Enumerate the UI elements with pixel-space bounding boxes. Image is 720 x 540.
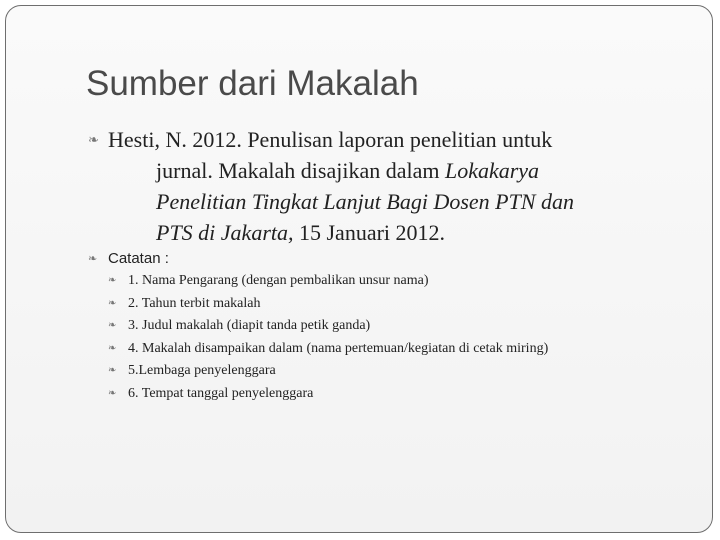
- list-item-text: 3. Judul makalah (diapit tanda petik ganda): [128, 318, 371, 334]
- list-item: [108, 315, 548, 338]
- reference-event-name-part-1: Lokakarya: [444, 158, 540, 183]
- list-item: [108, 360, 548, 383]
- ornate-bullet-icon: ❧: [88, 253, 98, 265]
- notes-heading-label: Catatan :: [108, 250, 169, 267]
- notes-list: [108, 270, 548, 406]
- list-item: [108, 270, 548, 293]
- ornate-bullet-icon: ❧: [108, 275, 117, 286]
- slide: [5, 5, 713, 533]
- reference-event-name-part-2: Penelitian Tingkat Lanjut Bagi Dosen PTN dan: [156, 189, 574, 214]
- notes-heading: [88, 248, 548, 270]
- reference-line-1: Hesti, N. 2012. Penulisan laporan penelitian untuk: [108, 127, 553, 152]
- notes-section: [88, 248, 549, 406]
- list-item-text: 2. Tahun terbit makalah: [128, 295, 261, 311]
- page-title: Sumber dari Makalah: [86, 64, 419, 103]
- reference-line-3: [108, 186, 668, 217]
- reference-line-2: [108, 155, 668, 186]
- reference-entry: [88, 124, 668, 248]
- list-item-text: 5.Lembaga penyelenggara: [128, 363, 276, 379]
- list-item-text: 1. Nama Pengarang (dengan pembalikan unsur nama): [128, 273, 429, 288]
- list-item-text: 4. Makalah disampaikan dalam (nama pertemuan/kegiatan di cetak miring): [128, 340, 549, 356]
- ornate-bullet-icon: ❧: [108, 320, 117, 332]
- ornate-bullet-icon: ❧: [108, 365, 117, 377]
- ornate-bullet-icon: ❧: [88, 132, 99, 147]
- reference-line-2-text: jurnal. Makalah disajikan dalam: [156, 158, 445, 183]
- ornate-bullet-icon: ❧: [108, 297, 117, 309]
- list-item-text: 6. Tempat tanggal penyelenggara: [128, 385, 314, 401]
- ornate-bullet-icon: ❧: [108, 387, 117, 399]
- reference-line-4: [108, 217, 668, 248]
- reference-event-place: PTS di Jakarta,: [156, 220, 294, 245]
- list-item: [108, 338, 548, 361]
- list-item: [108, 293, 548, 316]
- list-item: [108, 383, 548, 406]
- ornate-bullet-icon: ❧: [108, 342, 117, 354]
- reference-date: 15 Januari 2012.: [293, 220, 446, 245]
